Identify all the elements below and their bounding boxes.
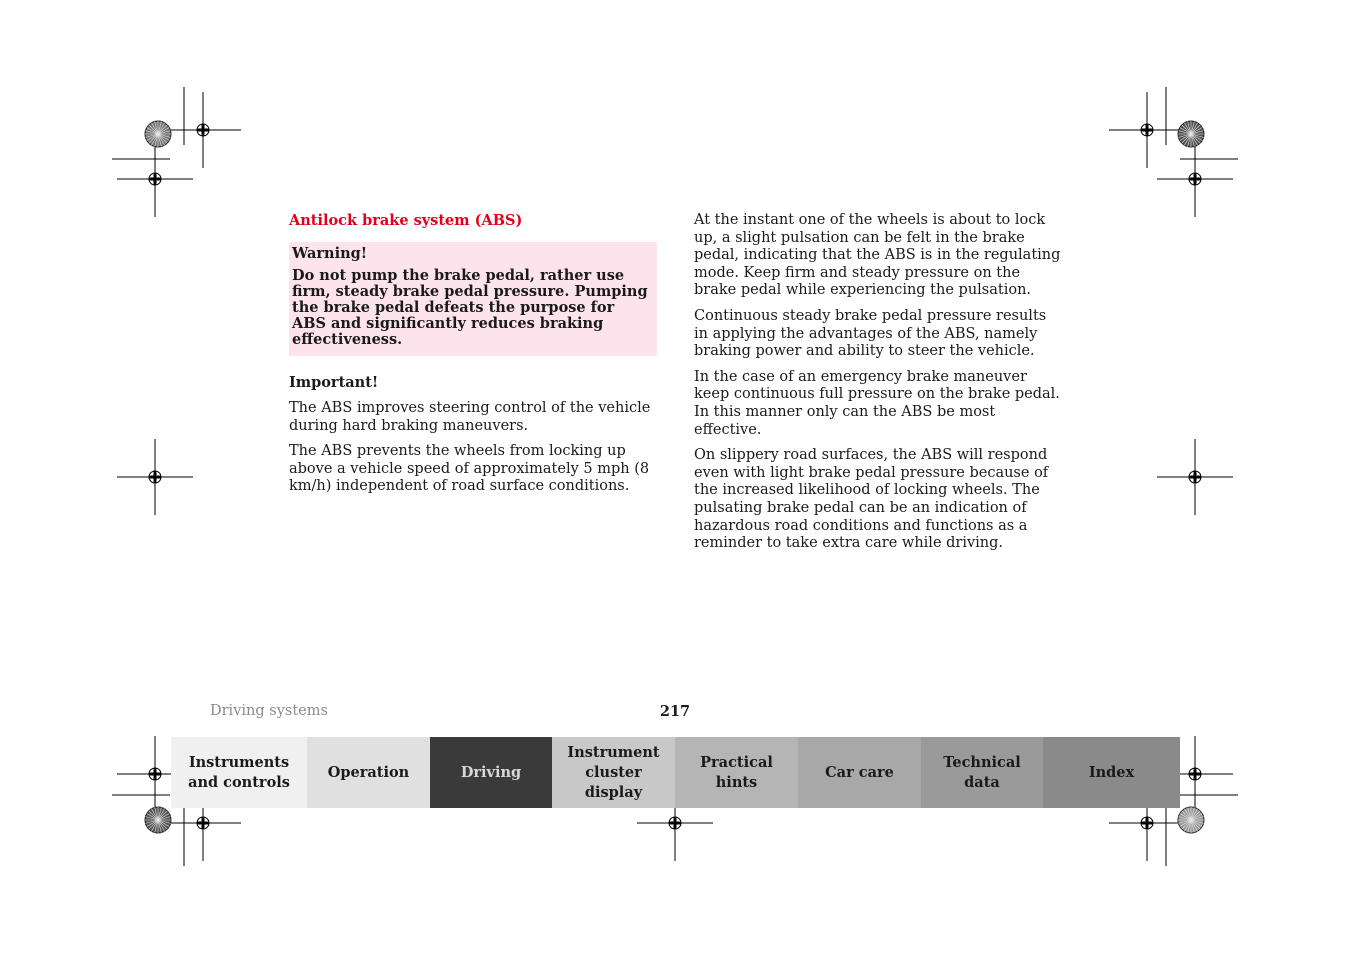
important-heading: Important! [289, 374, 379, 391]
crosshair-mark [117, 141, 193, 217]
crosshair-mark [1157, 439, 1233, 515]
right-paragraph-3: In the case of an emergency brake maneuver keep continuous full pressure on the brake pedal. In this manner only can the ABS be most effective. [694, 368, 1060, 438]
tab-instruments-and-controls[interactable] [171, 737, 307, 808]
crosshair-mark [1157, 141, 1233, 217]
tab-label-line1: Index [1088, 763, 1135, 781]
tab-driving[interactable] [430, 737, 552, 808]
rosette-mark [1178, 121, 1204, 147]
tab-label-line2: and controls [188, 773, 290, 791]
left-paragraph-1: The ABS improves steering control of the vehicle during hard braking maneuvers. [289, 400, 651, 434]
warning-heading: Warning! [292, 245, 368, 262]
footer-section-name: Driving systems [210, 703, 328, 719]
tab-label-line2: data [964, 773, 1000, 791]
rosette-mark [1178, 807, 1204, 833]
rosette-mark [145, 807, 171, 833]
right-paragraph-4: On slippery road surfaces, the ABS will respond even with light brake pedal pressure because of the increased likelihood of locking wheels. The pulsating brake pedal can be an indication of hazardous road conditions and functions as a reminder to take extra care while driving. [694, 447, 1049, 552]
crosshair-mark [1109, 92, 1185, 168]
chapter-tab-bar [171, 737, 1180, 808]
tab-instrument-cluster-display[interactable] [552, 737, 675, 808]
tab-label-line1: Instrument [567, 743, 660, 761]
tab-label-line2: cluster display [584, 763, 643, 801]
left-paragraph-2: The ABS prevents the wheels from locking up above a vehicle speed of approximately 5 mph (8 km/h) independent of road surface conditions. [289, 443, 650, 495]
right-paragraph-2: Continuous steady brake pedal pressure results in applying the advantages of the ABS, namely braking power and ability to steer the vehicle. [694, 307, 1047, 360]
warning-text: Do not pump the brake pedal, rather use firm, steady brake pedal pressure. Pumping the brake pedal defeats the purpose for ABS and significantly reduces braking effectiveness. [292, 267, 648, 348]
section-title: Antilock brake system (ABS) [289, 212, 523, 229]
tab-operation[interactable] [307, 737, 430, 808]
tab-car-care[interactable] [798, 737, 921, 808]
crosshair-mark [117, 439, 193, 515]
tab-index[interactable] [1043, 737, 1180, 808]
rosette-mark [145, 121, 171, 147]
crosshair-mark [165, 92, 241, 168]
tab-technical-data[interactable] [921, 737, 1043, 808]
page-number: 217 [659, 703, 691, 720]
right-column [694, 212, 1062, 561]
warning-box [289, 242, 657, 356]
tab-label-line1: Operation [327, 763, 410, 781]
tab-label-line1: Car care [825, 763, 894, 781]
tab-practical-hints[interactable] [675, 737, 798, 808]
left-column [289, 212, 657, 504]
tab-label-line1: Instruments [188, 753, 290, 771]
tab-label-line1: Technical [943, 753, 1021, 771]
tab-label-line1: Driving [460, 763, 522, 781]
tab-label-line1: Practical hints [700, 753, 773, 791]
right-paragraph-1: At the instant one of the wheels is about to lock up, a slight pulsation can be felt in the brake pedal, indicating that the ABS is in the regulating mode. Keep firm and steady pressure on the brake pedal while experiencing the pulsation. [694, 212, 1061, 299]
